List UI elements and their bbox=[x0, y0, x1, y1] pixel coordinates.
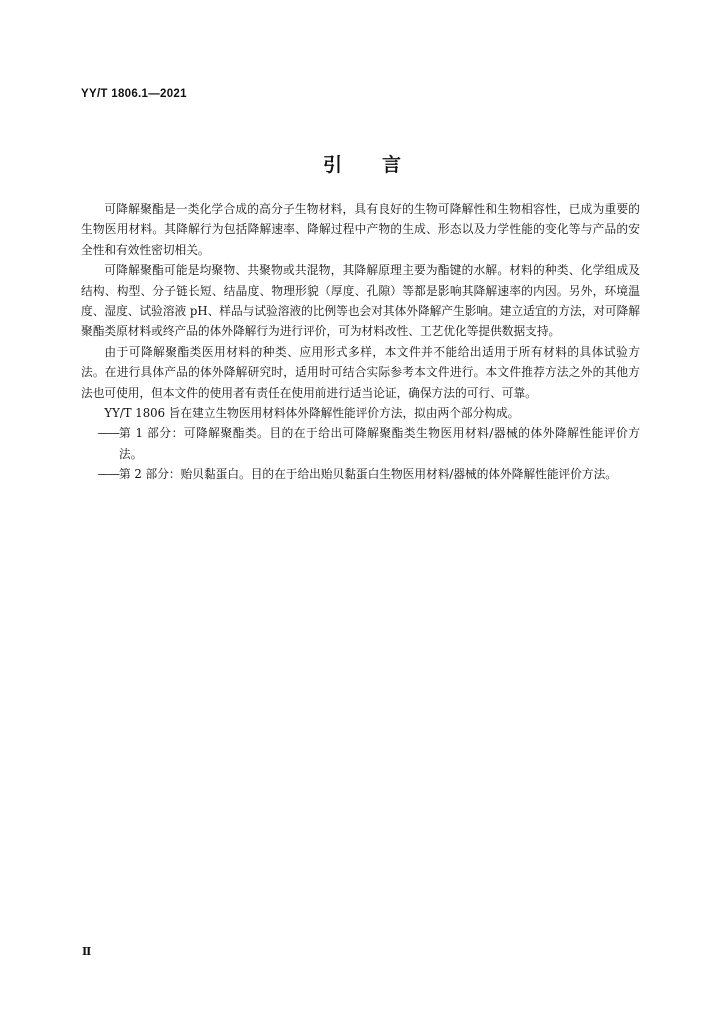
standard-code-header: YY/T 1806.1—2021 bbox=[81, 88, 187, 100]
paragraph-4: YY/T 1806 旨在建立生物医用材料体外降解性能评价方法，拟由两个部分构成。 bbox=[104, 406, 520, 421]
introduction-body bbox=[81, 199, 640, 485]
paragraph-2: 可降解聚酯可能是均聚物、共聚物或共混物，其降解原理主要为酯键的水解。材料的种类、化学组成及结构、构型、分子链长短、结晶度、物理形貌（厚度、孔隙）等都是影响其降解速率的内因。另外，环境温度、湿度、试验溶液 pH、样品与试验溶液的比例等也会对其体外降解产生影响。建立适宜的方法，对可降解聚酯类原材料或终产品的体外降解行为进行评价，可为材料改性、工艺优化等提供数据支持。 bbox=[81, 263, 641, 339]
page-number: Ⅱ bbox=[82, 945, 92, 958]
paragraph-3: 由于可降解聚酯类医用材料的种类、应用形式多样，本文件并不能给出适用于所有材料的具体试验方法。在进行具体产品的体外降解研究时，适用时可结合实际参考本文件进行。本文件推荐方法之外的其他方法也可使用，但本文件的使用者有责任在使用前进行适当论证，确保方法的可行、可靠。 bbox=[81, 344, 640, 400]
page-title: 引言 bbox=[322, 154, 441, 176]
part-1-description: 第 1 部分：可降解聚酯类。目的在于给出可降解聚酯类生物医用材料/器械的体外降解性能评价方法。 bbox=[119, 426, 640, 461]
list-dash: —— bbox=[97, 467, 119, 482]
part-list-item-2 bbox=[81, 464, 640, 484]
list-dash: —— bbox=[97, 426, 119, 441]
part-list-item-1 bbox=[81, 423, 640, 464]
paragraph-1: 可降解聚酯是一类化学合成的高分子生物材料，具有良好的生物可降解性和生物相容性，已成为重要的生物医用材料。其降解行为包括降解速率、降解过程中产物的生成、形态以及力学性能的变化等与产品的安全性和有效性密切相关。 bbox=[81, 202, 640, 257]
part-2-description: 第 2 部分：贻贝黏蛋白。目的在于给出贻贝黏蛋白生物医用材料/器械的体外降解性能评价方法。 bbox=[119, 467, 617, 482]
